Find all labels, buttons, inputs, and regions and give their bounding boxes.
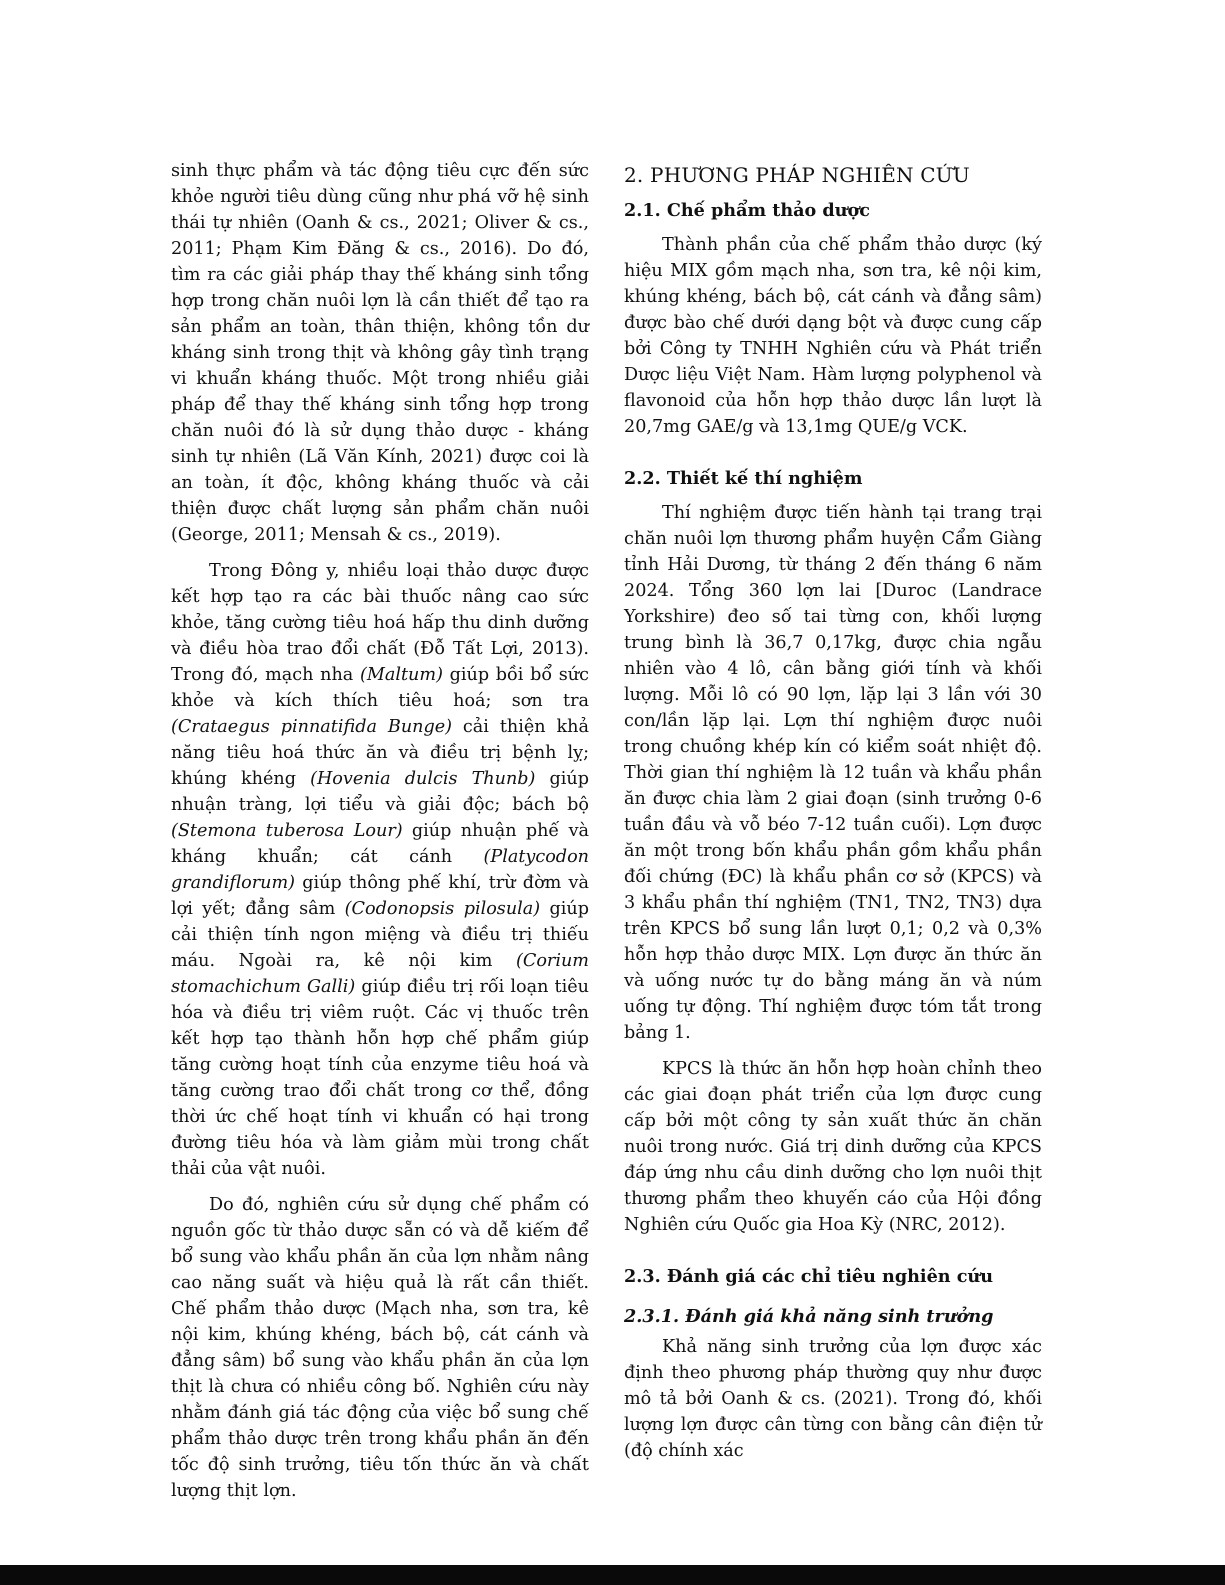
section-title-methods: 2. PHƯƠNG PHÁP NGHIÊN CỨU (624, 163, 970, 187)
subsection-title-2-2: 2.2. Thiết kế thí nghiệm (624, 468, 863, 489)
paragraph-experiment-design: Thí nghiệm được tiến hành tại trang trại chăn nuôi lợn thương phẩm huyện Cẩm Giàng tỉnh Hải Dương, từ tháng 2 đến tháng 6 năm 2024. Tổng 360 lợn lai [Duroc (Landrace Yorkshire) đeo số tai từng con, khối lượng trung bình là 36,7 0,17kg, được chia ngẫu nhiên vào 4 lô, cân bằng giới tính và khối lượng. Mỗi lô có 90 lợn, lặp lại 3 lần với 30 con/lần lặp lại. Lợn thí nghiệm được nuôi trong chuồng khép kín có kiểm soát nhiệt độ. Thời gian thí nghiệm là 12 tuần và khẩu phần ăn được chia làm 2 giai đoạn (sinh trưởng 0-6 tuần đầu và vỗ béo 7-12 tuần cuối). Lợn được ăn một trong bốn khẩu phần gồm khẩu phần đối chứng (ĐC) là khẩu phần cơ sở (KPCS) và 3 khẩu phần thí nghiệm (TN1, TN2, TN3) dựa trên KPCS bổ sung lần lượt 0,1; 0,2 và 0,3% hỗn hợp thảo dược MIX. Lợn được ăn thức ăn và uống nước tự do bằng máng ăn và núm uống tự động. Thí nghiệm được tóm tắt trong bảng 1. (624, 503, 1042, 1043)
text-run: giúp thông phế khí, trừ đờm và lợi yết; đẳng sâm (171, 873, 589, 919)
latin-name-codonopsis: (Codonopsis pilosula) (344, 899, 541, 919)
paragraph-study-aim: Do đó, nghiên cứu sử dụng chế phẩm có nguồn gốc từ thảo dược sẵn có và dễ kiếm để bổ sung vào khẩu phần ăn của lợn nhằm nâng cao năng suất và hiệu quả là rất cần thiết. Chế phẩm thảo dược (Mạch nha, sơn tra, kê nội kim, khúng khéng, bách bộ, cát cánh và đẳng sâm) bổ sung vào khẩu phần ăn của lợn thịt là chưa có nhiều công bố. Nghiên cứu này nhằm đánh giá tác động của việc bổ sung chế phẩm thảo dược trên trong khẩu phần ăn đến tốc độ sinh trưởng, tiêu tốn thức ăn và chất lượng thịt lợn. (171, 1195, 589, 1501)
latin-name-stemona: (Stemona tuberosa Lour) (171, 821, 403, 841)
text-run: cải thiện khả năng tiêu hoá thức ăn và điều trị bệnh lỵ; khúng khéng (171, 717, 589, 789)
latin-name-hovenia: (Hovenia dulcis Thunb) (310, 769, 536, 789)
text-run: giúp bồi bổ sức khỏe và kích thích tiêu hoá; sơn tra (171, 665, 589, 711)
subsection-title-2-3: 2.3. Đánh giá các chỉ tiêu nghiên cứu (624, 1266, 994, 1287)
page-bottom-border (0, 1565, 1225, 1585)
paragraph-basal-diet: KPCS là thức ăn hỗn hợp hoàn chỉnh theo các giai đoạn phát triển của lợn được cung cấp bởi một công ty sản xuất thức ăn chăn nuôi trong nước. Giá trị dinh dưỡng của KPCS đáp ứng nhu cầu dinh dưỡng cho lợn nuôi thịt thương phẩm theo khuyến cáo của Hội đồng Nghiên cứu Quốc gia Hoa Kỳ (NRC, 2012). (624, 1059, 1042, 1235)
subsection-title-2-1: 2.1. Chế phẩm thảo dược (624, 200, 870, 221)
right-column (624, 158, 1042, 1464)
latin-name-platycodon: (Platycodon grandiflorum) (171, 847, 589, 893)
text-run: giúp nhuận phế và kháng khuẩn; cát cánh (171, 821, 589, 867)
text-run: Trong Đông y, nhiều loại thảo dược được kết hợp tạo ra các bài thuốc nâng cao sức khỏe, tăng cường tiêu hoá hấp thu dinh dưỡng và điều hòa trao đổi chất (Đỗ Tất Lợi, 2013). Trong đó, mạch nha (171, 561, 589, 685)
subsubsection-title-2-3-1: 2.3.1. Đánh giá khả năng sinh trưởng (624, 1306, 994, 1327)
paragraph-herbal-preparation: Thành phần của chế phẩm thảo dược (ký hiệu MIX gồm mạch nha, sơn tra, kê nội kim, khúng khéng, bách bộ, cát cánh và đẳng sâm) được bào chế dưới dạng bột và được cung cấp bởi Công ty TNHH Nghiên cứu và Phát triển Dược liệu Việt Nam. Hàm lượng polyphenol và flavonoid của hỗn hợp thảo dược lần lượt là 20,7mg GAE/g và 13,1mg QUE/g VCK. (624, 235, 1042, 437)
left-column (171, 158, 589, 1504)
paragraph-oriental-medicine (171, 558, 589, 1182)
latin-name-corium: (Corium stomachichum Galli) (171, 951, 589, 997)
text-run: giúp điều trị rối loạn tiêu hóa và điều trị viêm ruột. Các vị thuốc trên kết hợp tạo thành hỗn hợp chế phẩm giúp tăng cường hoạt tính của enzyme tiêu hoá và tăng cường trao đổi chất trong cơ thể, đồng thời ức chế hoạt tính vi khuẩn có hại trong đường tiêu hóa và làm giảm mùi trong chất thải của vật nuôi. (171, 977, 589, 1179)
paragraph-intro-continued: sinh thực phẩm và tác động tiêu cực đến sức khỏe người tiêu dùng cũng như phá vỡ hệ sinh thái tự nhiên (Oanh & cs., 2021; Oliver & cs., 2011; Phạm Kim Đăng & cs., 2016). Do đó, tìm ra các giải pháp thay thế kháng sinh tổng hợp trong chăn nuôi lợn là cần thiết để tạo ra sản phẩm an toàn, thân thiện, không tồn dư kháng sinh trong thịt và không gây tình trạng vi khuẩn kháng thuốc. Một trong nhiều giải pháp để thay thế kháng sinh tổng hợp trong chăn nuôi đó là sử dụng thảo dược - kháng sinh tự nhiên (Lã Văn Kính, 2021) được coi là an toàn, ít độc, không kháng thuốc và cải thiện được chất lượng sản phẩm chăn nuôi (George, 2011; Mensah & cs., 2019). (171, 161, 589, 545)
latin-name-maltum: (Maltum) (359, 665, 443, 685)
text-run: giúp nhuận tràng, lợi tiểu và giải độc; bách bộ (171, 769, 589, 815)
paragraph-growth-assessment: Khả năng sinh trưởng của lợn được xác định theo phương pháp thường quy như được mô tả bởi Oanh & cs. (2021). Trong đó, khối lượng lợn được cân từng con bằng cân điện tử (độ chính xác (624, 1337, 1042, 1461)
latin-name-crataegus: (Crataegus pinnatifida Bunge) (171, 717, 453, 737)
text-run: giúp cải thiện tính ngon miệng và điều trị thiếu máu. Ngoài ra, kê nội kim (171, 899, 589, 971)
